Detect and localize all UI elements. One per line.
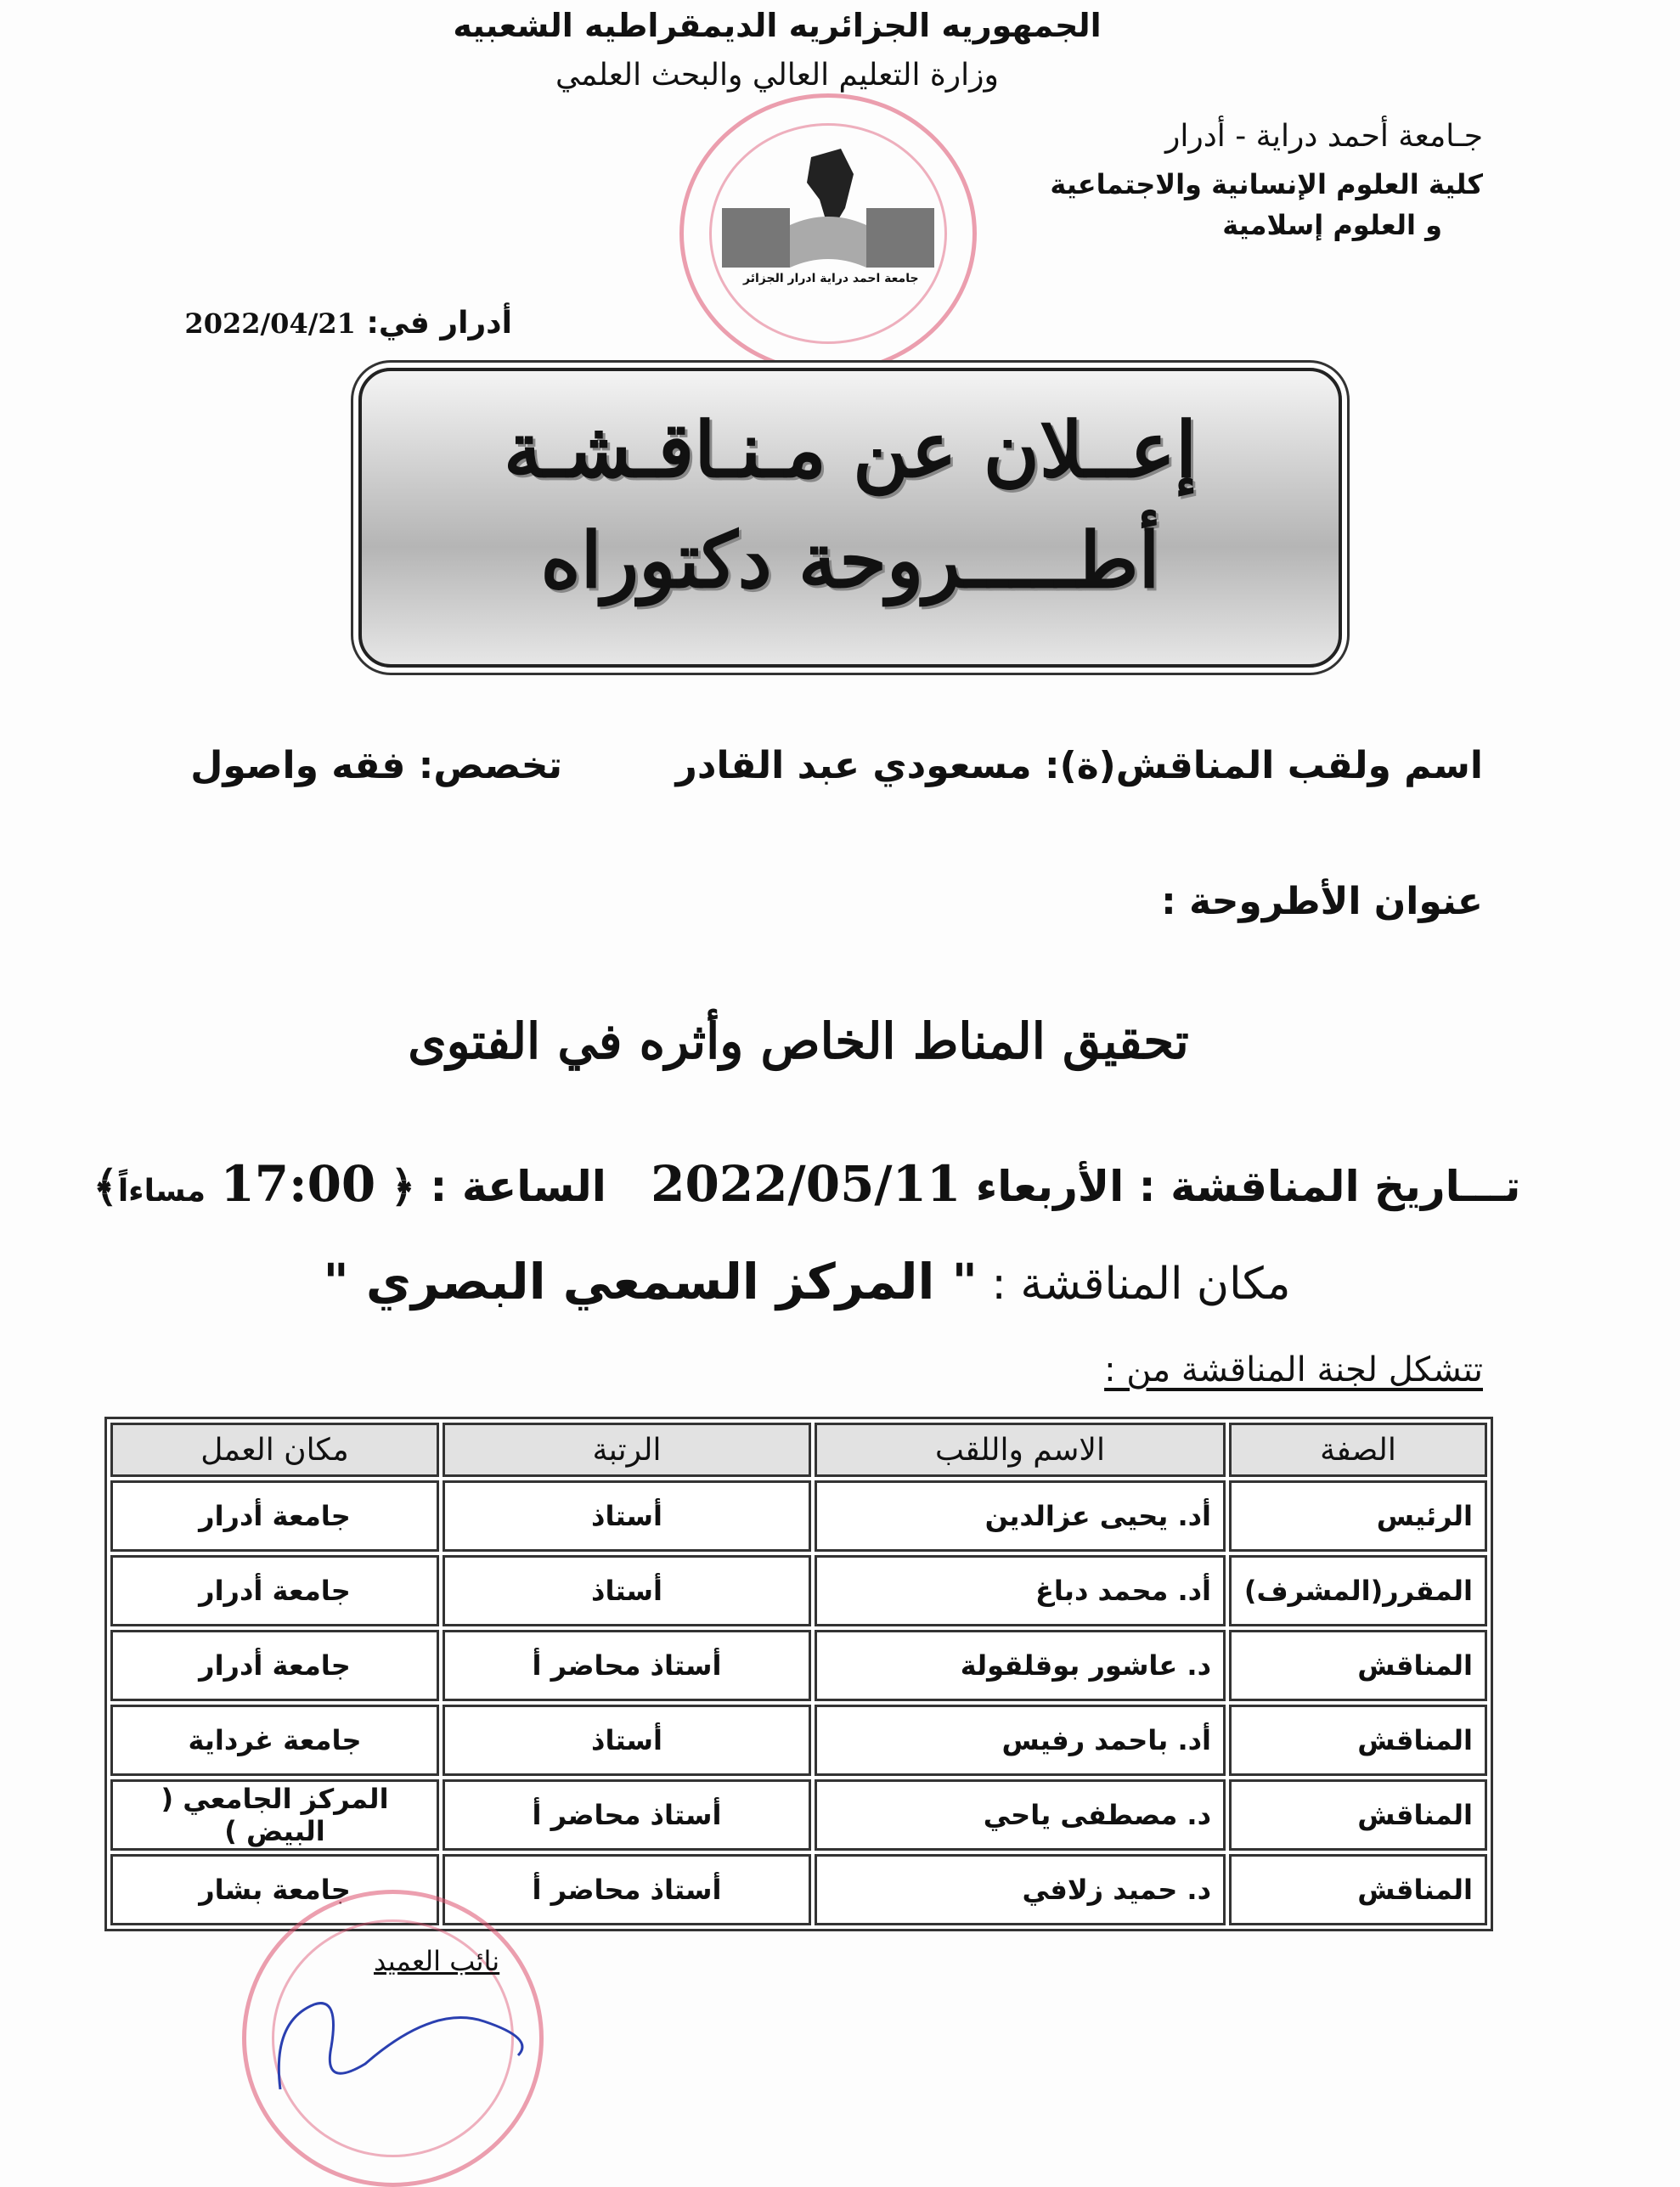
ministry-heading: وزارة التعليم العالي والبحث العلمي <box>555 58 999 93</box>
cell-role: الرئيس <box>1229 1480 1487 1552</box>
cell-workplace: جامعة أدرار <box>110 1630 439 1701</box>
cell-name: أد. يحيى عزالدين <box>815 1480 1226 1552</box>
signature-title: نائب العميد <box>374 1945 500 1977</box>
thesis-label: عنوان الأطروحة : <box>1161 880 1483 923</box>
defense-place: " المركز السمعي البصري " <box>323 1253 978 1311</box>
university-logo-icon <box>684 98 972 369</box>
table-row <box>110 1630 1487 1701</box>
university-seal-stamp <box>679 93 977 374</box>
cell-role: المناقش <box>1229 1854 1487 1925</box>
cell-workplace: جامعة أدرار <box>110 1555 439 1626</box>
cell-rank: أستاذ <box>443 1480 811 1552</box>
defense-place-line <box>0 1253 1614 1311</box>
committee-heading: تتشكل لجنة المناقشة من : <box>1104 1350 1483 1389</box>
specialty-value: فقه واصول <box>190 744 406 787</box>
table-row <box>110 1480 1487 1552</box>
cell-name: أد. باحمد رفيس <box>815 1705 1226 1776</box>
cell-workplace: جامعة أدرار <box>110 1480 439 1552</box>
defense-date-label: تـــاريخ المناقشة : <box>1138 1162 1521 1211</box>
university-name: جـامعة أحمد دراية - أدرار <box>1165 119 1483 154</box>
cell-rank: أستاذ <box>443 1705 811 1776</box>
defense-date: 2022/05/11 <box>651 1155 961 1213</box>
cell-role: المقرر(المشرف) <box>1229 1555 1487 1626</box>
thesis-title: تحقيق المناط الخاص وأثره في الفتوى <box>408 1012 1189 1070</box>
defense-place-label: مكان المناقشة : <box>991 1259 1291 1310</box>
defense-date-line: تـــاريخ المناقشة : الأربعاء 2022/05/11 الساعة : ﴿ 17:00 مساءاً﴾ <box>93 1155 1521 1213</box>
cell-role: المناقش <box>1229 1630 1487 1701</box>
cell-workplace: جامعة غرداية <box>110 1705 439 1776</box>
faculty-name-2: و العلوم إسلامية <box>1222 209 1442 241</box>
table-row <box>110 1705 1487 1776</box>
issue-date-label: أدرار في: <box>366 306 512 341</box>
table-header-row <box>110 1423 1487 1477</box>
cell-name: د. حميد زلافي <box>815 1854 1226 1925</box>
cell-workplace: جامعة بشار <box>110 1854 439 1925</box>
signature-scribble <box>263 1970 552 2106</box>
cell-rank: أستاذ محاضر أ <box>443 1854 811 1925</box>
cell-role: المناقش <box>1229 1779 1487 1851</box>
specialty-line <box>190 744 562 787</box>
column-header-rank: الرتبة <box>443 1423 811 1477</box>
republic-heading: الجمهوريه الجزائريه الديمقراطيه الشعبيه <box>453 7 1102 44</box>
committee-table <box>104 1417 1493 1931</box>
title-line-2: أطـــــروحة دكتوراه <box>540 516 1160 606</box>
cell-rank: أستاذ <box>443 1555 811 1626</box>
cell-name: د. عاشور بوقلقولة <box>815 1630 1226 1701</box>
defense-time-suffix: مساءاً <box>117 1174 206 1209</box>
table-row <box>110 1779 1487 1851</box>
cell-role: المناقش <box>1229 1705 1487 1776</box>
seal-text: جامعة احمد دراية ادرار الجزائر <box>743 272 919 285</box>
candidate-line <box>676 744 1483 787</box>
faculty-name: كلية العلوم الإنسانية والاجتماعية <box>1050 168 1483 200</box>
column-header-role: الصفة <box>1229 1423 1487 1477</box>
issue-date-value: 2022/04/21 <box>184 307 356 340</box>
defense-time: 17:00 <box>220 1155 376 1213</box>
announcement-title-box <box>358 368 1342 668</box>
defense-time-label: الساعة : <box>430 1162 606 1211</box>
issue-date <box>184 306 512 341</box>
defense-day: الأربعاء <box>975 1162 1125 1211</box>
specialty-label: تخصص: <box>418 744 562 787</box>
cell-rank: أستاذ محاضر أ <box>443 1630 811 1701</box>
cell-rank: أستاذ محاضر أ <box>443 1779 811 1851</box>
cell-name: د. مصطفى ياحي <box>815 1779 1226 1851</box>
cell-workplace: المركز الجامعي ( البيض ) <box>110 1779 439 1851</box>
title-line-1: إعــلان عن مـنـاقـشـة <box>504 405 1197 495</box>
candidate-label: اسم ولقب المناقش(ة): <box>1045 744 1483 787</box>
column-header-name: الاسم واللقب <box>815 1423 1226 1477</box>
column-header-workplace: مكان العمل <box>110 1423 439 1477</box>
cell-name: أد. محمد دباغ <box>815 1555 1226 1626</box>
table-row <box>110 1555 1487 1626</box>
candidate-name: مسعودي عبد القادر <box>675 744 1032 787</box>
